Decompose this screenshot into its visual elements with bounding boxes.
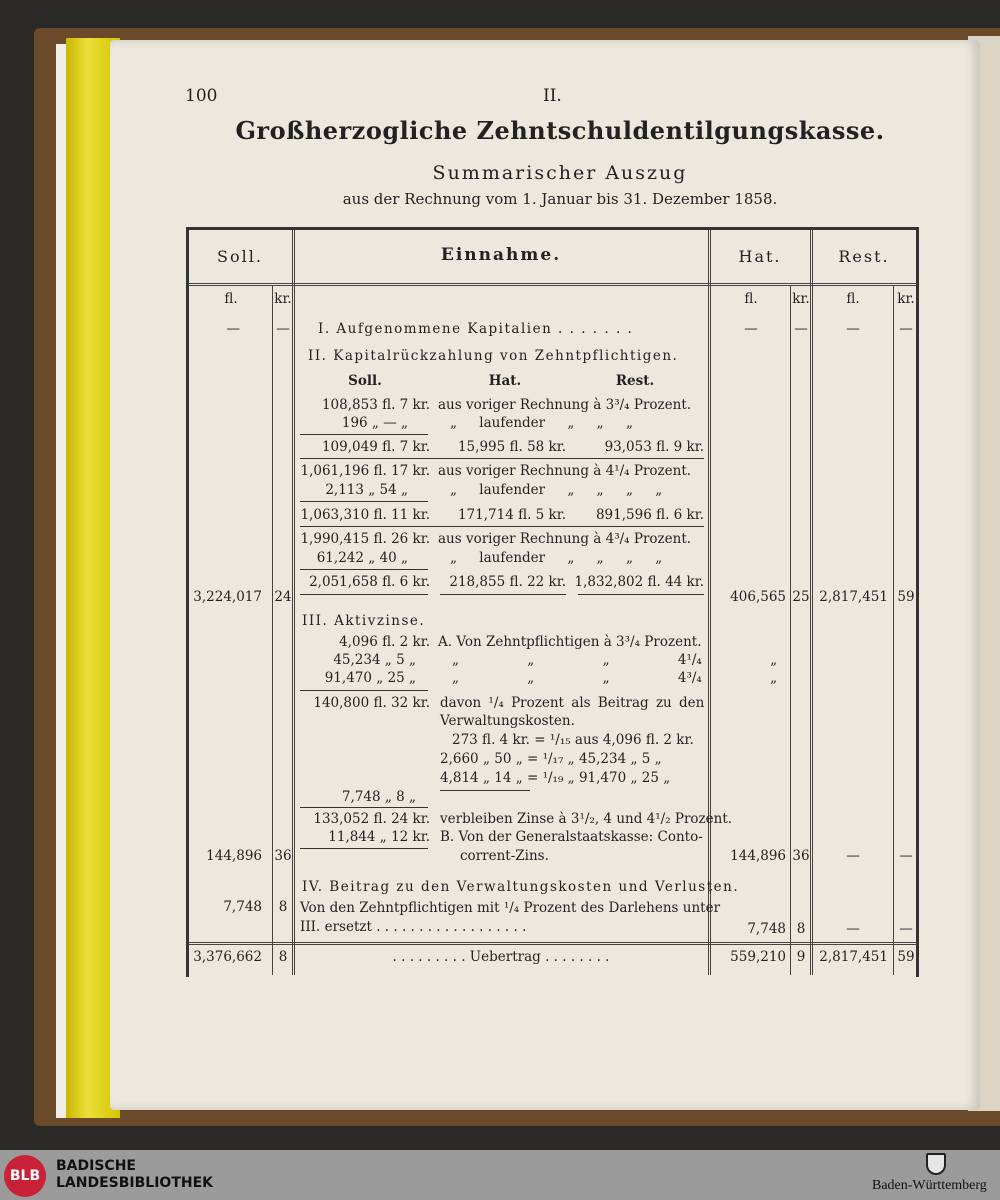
row-i-soll-kr: — (276, 321, 290, 337)
row-iv-hat-kr: 8 (796, 921, 806, 937)
rule (300, 807, 428, 808)
row-iii-calc3: 4,814 „ 14 „ = ¹/₁₉ „ 91,470 „ 25 „ (440, 770, 671, 786)
row-iv-text2: III. ersetzt . . . . . . . . . . . . . . . . . . (300, 919, 527, 935)
row-iii-davon2: Verwaltungskosten. (440, 713, 575, 729)
row-iii-rest-kr: — (899, 848, 913, 864)
row-iv-text1: Von den Zehntpflichtigen mit ¹/₄ Prozent des Darlehens unter (300, 900, 721, 916)
col-divider-soll-kr (272, 286, 273, 975)
rule (440, 594, 566, 595)
row-iii-b-text2: corrent-Zins. (460, 848, 549, 864)
blb-logo[interactable]: BLB (4, 1155, 46, 1197)
row-iv-rest-kr: — (899, 921, 913, 937)
row-iii-remain-soll: 133,052 fl. 24 kr. (313, 811, 430, 827)
row-iii-hat-fl: 144,896 (730, 848, 786, 864)
row-iii-a3-soll: 91,470 „ 25 „ (324, 670, 416, 686)
row-ii-soll-fl: 3,224,017 (193, 589, 262, 605)
rule (300, 526, 704, 527)
row-ii-b1-soll2: 196 „ — „ (341, 415, 408, 431)
row-ii-b2-sum-soll: 1,063,310 fl. 11 kr. (300, 507, 430, 523)
row-ii-b3-text2: „ laufender „ „ „ „ (450, 550, 663, 566)
carry-soll-kr: 8 (278, 949, 288, 965)
col-divider-hat-kr (790, 286, 791, 975)
unit-rest-kr: kr. (897, 291, 915, 307)
col-divider-einnahme (708, 230, 711, 975)
section-number: II. (543, 86, 562, 106)
header-hat: Hat. (738, 247, 782, 266)
row-ii-b2-text2: „ laufender „ „ „ „ (450, 482, 663, 498)
unit-soll-kr: kr. (274, 291, 292, 307)
row-iii-b-soll: 11,844 „ 12 kr. (328, 829, 430, 845)
row-ii-b1-text1: aus voriger Rechnung à 3³/₄ Prozent. (438, 397, 692, 413)
rule (300, 848, 428, 849)
row-ii-rest-kr: 59 (897, 589, 915, 605)
row-iii-sum-soll: 140,800 fl. 32 kr. (313, 695, 430, 711)
row-ii-b2-sum-hat: 171,714 fl. 5 kr. (457, 507, 566, 523)
row-ii-soll-kr: 24 (274, 589, 292, 605)
row-iii-b-text1: B. Von der Generalstaatskasse: Conto- (440, 829, 703, 845)
row-ii-hat-fl: 406,565 (730, 589, 786, 605)
row-ii-b3-text1: aus voriger Rechnung à 4³/₄ Prozent. (438, 531, 692, 547)
unit-hat-fl: fl. (744, 291, 758, 307)
header-soll: Soll. (217, 247, 263, 266)
carry-label: . . . . . . . . . Uebertrag . . . . . . . . (392, 949, 610, 965)
row-iv-soll-fl: 7,748 (223, 899, 262, 915)
carry-soll-fl: 3,376,662 (193, 949, 262, 965)
row-iii-a1-soll: 4,096 fl. 2 kr. (339, 634, 430, 650)
header-rule (188, 283, 917, 286)
row-iii-a3-text: „ „ „ 4³/₄ „ (452, 670, 778, 686)
row-i-hat-kr: — (794, 321, 808, 337)
col-divider-rest-kr (893, 286, 894, 975)
row-ii-b3-soll2: 61,242 „ 40 „ (316, 550, 408, 566)
row-iii-hat-kr: 36 (792, 848, 810, 864)
rule (300, 458, 704, 459)
row-iii-a2-text: „ „ „ 4¹/₄ „ (452, 652, 778, 668)
row-ii-header-rest: Rest. (615, 373, 655, 389)
state-name: Baden-Württemberg (872, 1178, 987, 1193)
row-ii-b1-sum-soll: 109,049 fl. 7 kr. (321, 439, 430, 455)
row-iii-davon1: davon ¹/₄ Prozent als Beitrag zu den (440, 695, 705, 711)
row-iii-remain-text: verbleiben Zinse à 3¹/₂, 4 und 4¹/₂ Prozent. (440, 811, 733, 827)
row-ii-b3-sum-hat: 218,855 fl. 22 kr. (449, 574, 566, 590)
row-ii-b1-sum-rest: 93,053 fl. 9 kr. (604, 439, 704, 455)
page-number: 100 (185, 86, 218, 106)
row-i-soll-fl: — (226, 321, 240, 337)
row-ii-b2-soll1: 1,061,196 fl. 17 kr. (300, 463, 430, 479)
footer-bar (0, 1150, 1000, 1200)
row-iv-title: IV. Beitrag zu den Verwaltungskosten und Verlusten. (302, 879, 740, 895)
row-ii-header-hat: Hat. (488, 373, 522, 389)
col-divider-soll (292, 230, 295, 975)
row-ii-b1-text2: „ laufender „ „ „ (450, 415, 633, 431)
row-ii-b3-sum-soll: 2,051,658 fl. 6 kr. (309, 574, 430, 590)
rule (300, 594, 428, 595)
rule (300, 690, 428, 691)
row-iii-a2-soll: 45,234 „ 5 „ (333, 652, 416, 668)
row-ii-hat-kr: 25 (792, 589, 810, 605)
page-title: Großherzogliche Zehntschuldentilgungskasse. (235, 116, 885, 145)
bw-crest-icon (926, 1153, 946, 1175)
unit-soll-fl: fl. (224, 291, 238, 307)
row-iv-hat-fl: 7,748 (747, 921, 786, 937)
rule (440, 790, 530, 791)
carry-rest-kr: 59 (897, 949, 915, 965)
rule (578, 594, 704, 595)
row-i-rest-kr: — (899, 321, 913, 337)
row-iii-calc2: 2,660 „ 50 „ = ¹/₁₇ „ 45,234 „ 5 „ (440, 751, 662, 767)
col-divider-hat (810, 230, 813, 975)
row-ii-b2-text1: aus voriger Rechnung à 4¹/₄ Prozent. (438, 463, 692, 479)
row-iv-soll-kr: 8 (278, 899, 288, 915)
row-ii-b3-soll1: 1,990,415 fl. 26 kr. (300, 531, 430, 547)
row-i-hat-fl: — (744, 321, 758, 337)
carry-hat-fl: 559,210 (730, 949, 786, 965)
row-ii-b1-sum-hat: 15,995 fl. 58 kr. (457, 439, 566, 455)
page-period: aus der Rechnung vom 1. Januar bis 31. Dezember 1858. (342, 190, 778, 208)
library-line2: LANDESBIBLIOTHEK (56, 1175, 214, 1191)
header-einnahme: Einnahme. (440, 245, 562, 265)
row-iii-calc1: 273 fl. 4 kr. = ¹/₁₅ aus 4,096 fl. 2 kr. (452, 732, 694, 748)
library-name[interactable] (56, 1158, 213, 1192)
rule (300, 501, 428, 502)
row-iii-rest-fl: — (846, 848, 860, 864)
row-ii-b1-soll1: 108,853 fl. 7 kr. (321, 397, 430, 413)
rule (300, 569, 428, 570)
row-iii-deduct-soll: 7,748 „ 8 „ (341, 789, 416, 805)
header-rest: Rest. (838, 247, 890, 266)
row-ii-b2-soll2: 2,113 „ 54 „ (325, 482, 408, 498)
row-iii-soll-kr: 36 (274, 848, 292, 864)
carry-hat-kr: 9 (796, 949, 806, 965)
row-ii-header-soll: Soll. (348, 373, 382, 389)
row-ii-rest-fl: 2,817,451 (819, 589, 888, 605)
row-iii-soll-fl: 144,896 (206, 848, 262, 864)
row-ii-title: II. Kapitalrückzahlung von Zehntpflichtigen. (308, 348, 679, 364)
unit-rest-fl: fl. (846, 291, 860, 307)
row-i-rest-fl: — (846, 321, 860, 337)
library-line1: BADISCHE (56, 1158, 136, 1174)
row-i-text: I. Aufgenommene Kapitalien . . . . . . . (318, 321, 634, 337)
rule (300, 434, 428, 435)
row-iv-rest-fl: — (846, 921, 860, 937)
carry-rule (188, 942, 917, 945)
row-ii-b2-sum-rest: 891,596 fl. 6 kr. (595, 507, 704, 523)
row-ii-b3-sum-rest: 1,832,802 fl. 44 kr. (574, 574, 704, 590)
row-iii-title: III. Aktivzinse. (302, 613, 426, 629)
page-subtitle: Summarischer Auszug (432, 162, 688, 184)
unit-hat-kr: kr. (792, 291, 810, 307)
carry-rest-fl: 2,817,451 (819, 949, 888, 965)
row-iii-a1-text: A. Von Zehntpflichtigen à 3³/₄ Prozent. (438, 634, 702, 650)
